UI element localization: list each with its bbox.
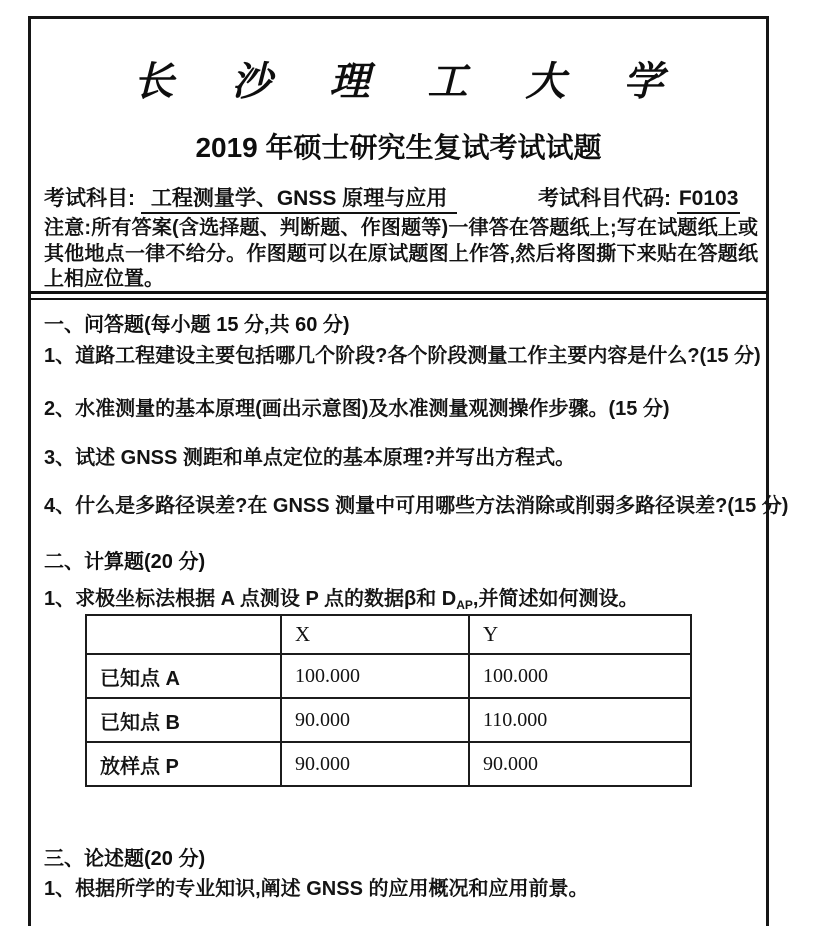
subject-code-label: 考试科目代码: bbox=[538, 187, 671, 210]
cell-y-value: 110.000 bbox=[469, 698, 691, 742]
row-label: 已知点 A bbox=[86, 654, 281, 698]
row-label: 放样点 P bbox=[86, 742, 281, 786]
cell-y-value: 90.000 bbox=[469, 742, 691, 786]
subject-value: 工程测量学、GNSS 原理与应用 bbox=[141, 187, 457, 214]
table-row-point-a bbox=[86, 654, 691, 698]
section-2-question-1-subscript: AP bbox=[456, 598, 473, 612]
subject-code-group bbox=[538, 182, 740, 212]
cell-x-value: 100.000 bbox=[281, 654, 469, 698]
section-2-question-1 bbox=[44, 582, 638, 612]
table-header-row bbox=[86, 615, 691, 654]
subject-code-value: F0103 bbox=[677, 187, 741, 214]
row-label: 已知点 B bbox=[86, 698, 281, 742]
notice-text: 注意:所有答案(含选择题、判断题、作图题等)一律答在答题纸上;写在试题纸上或其他地点一律不给分。作图题可以在原试题图上作答,然后将图撕下来贴在答题纸上相应位置。 bbox=[44, 217, 758, 290]
subject-label: 考试科目: bbox=[44, 187, 135, 210]
section-1-question-3: 3、试述 GNSS 测距和单点定位的基本原理?并写出方程式。 bbox=[44, 447, 576, 469]
table-header-empty bbox=[86, 615, 281, 654]
section-1-question-2: 2、水准测量的基本原理(画出示意图)及水准测量观测操作步骤。(15 分) bbox=[44, 398, 670, 420]
table-row-point-p bbox=[86, 742, 691, 786]
table-header-y: Y bbox=[469, 615, 691, 654]
section-2-heading: 二、计算题(20 分) bbox=[44, 551, 206, 573]
section-2-question-1-pre: 1、求极坐标法根据 A 点测设 P 点的数据β和 D bbox=[44, 588, 457, 610]
section-1-heading: 一、问答题(每小题 15 分,共 60 分) bbox=[44, 314, 350, 336]
cell-x-value: 90.000 bbox=[281, 742, 469, 786]
section-2-question-1-post: ,并简述如何测设。 bbox=[472, 588, 639, 610]
table-header-x: X bbox=[281, 615, 469, 654]
section-1-question-4: 4、什么是多路径误差?在 GNSS 测量中可用哪些方法消除或削弱多路径误差?(15 分) bbox=[44, 495, 789, 517]
table-row-point-b bbox=[86, 698, 691, 742]
coordinates-table bbox=[85, 614, 692, 787]
section-3-heading: 三、论述题(20 分) bbox=[44, 848, 206, 870]
header-divider-rule bbox=[30, 291, 768, 300]
university-title: 长 沙 理 工 大 学 bbox=[133, 58, 686, 105]
cell-x-value: 90.000 bbox=[281, 698, 469, 742]
cell-y-value: 100.000 bbox=[469, 654, 691, 698]
subject-row bbox=[44, 182, 757, 212]
section-1-question-1: 1、道路工程建设主要包括哪几个阶段?各个阶段测量工作主要内容是什么?(15 分) bbox=[44, 345, 761, 367]
exam-title: 2019 年硕士研究生复试考试试题 bbox=[195, 132, 602, 163]
section-3-question-1: 1、根据所学的专业知识,阐述 GNSS 的应用概况和应用前景。 bbox=[44, 878, 589, 900]
